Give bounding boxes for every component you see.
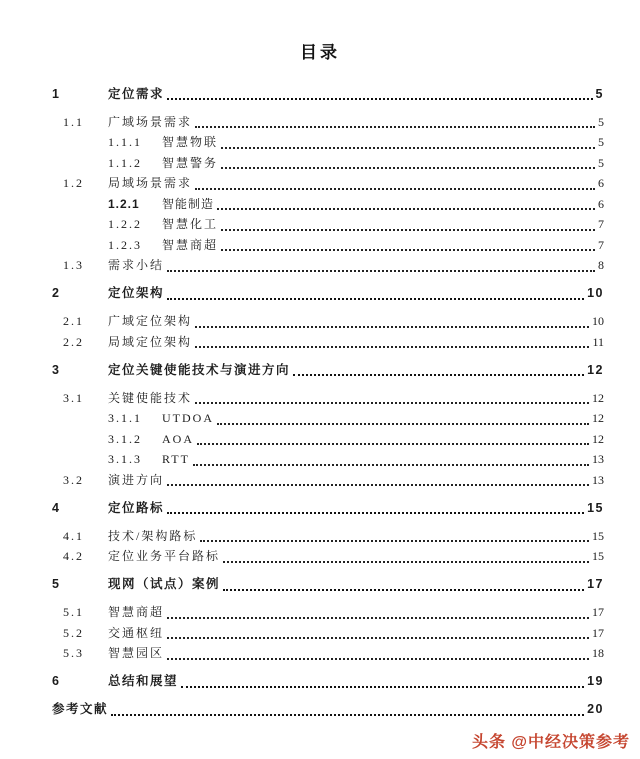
- toc-entry: [52, 283, 604, 304]
- toc-entry-number: 5: [52, 577, 61, 591]
- toc-entry-number: 3.2: [63, 472, 84, 487]
- toc-leader-dots: [195, 126, 595, 128]
- toc-entry: [52, 311, 604, 332]
- toc-entry-page: 11: [592, 334, 604, 349]
- toc-entry: [52, 546, 604, 567]
- toc-leader-dots: [197, 443, 589, 445]
- toc-entry-title: 关键使能技术: [108, 390, 193, 405]
- toc-entry: [52, 623, 604, 644]
- toc-entry-number: 1.2.3: [108, 237, 142, 252]
- toc-entry: [52, 429, 604, 450]
- toc-entry-page: 15: [587, 500, 604, 515]
- toc-leader-dots: [181, 686, 584, 688]
- toc-entry-page: 17: [587, 577, 604, 591]
- toc-entry-number: 1.3: [63, 258, 84, 272]
- toc-entry-page: 18: [592, 646, 604, 660]
- page-title: 目录: [300, 43, 340, 62]
- toc-entry-title: 智慧警务: [162, 155, 219, 170]
- toc-leader-dots: [195, 346, 589, 348]
- toc-entry-title: RTT: [162, 452, 190, 466]
- toc-entry: [52, 112, 604, 133]
- toc-leader-dots: [167, 298, 584, 300]
- toc-leader-dots: [167, 617, 589, 619]
- toc-entry: [52, 153, 604, 174]
- toc-leader-dots: [221, 249, 595, 251]
- toc-leader-dots: [193, 464, 589, 466]
- toc-entry: [52, 255, 604, 276]
- toc-entry-page: 7: [598, 217, 604, 231]
- toc-entry-page: 12: [592, 390, 604, 405]
- toc-entry-number: 1.2: [63, 176, 84, 190]
- toc-entry-number: 1.2.1: [108, 196, 140, 211]
- toc-leader-dots: [293, 374, 584, 376]
- toc-entry-title: 智能制造: [162, 196, 215, 211]
- toc-leader-dots: [167, 98, 593, 100]
- toc-leader-dots: [221, 167, 595, 169]
- toc-entry-number: 5.3: [63, 646, 84, 660]
- toc-entry-title: 参考文献: [52, 702, 109, 716]
- toc-leader-dots: [217, 423, 589, 425]
- toc-entry-page: 15: [592, 528, 604, 543]
- toc-entry: [52, 235, 604, 256]
- toc-entry-title: 定位业务平台路标: [108, 549, 221, 563]
- toc-entry-number: 3.1.2: [108, 431, 142, 446]
- toc-entry-number: 3.1.1: [108, 411, 142, 425]
- toc-entry-number: 2: [52, 286, 61, 300]
- toc-entry-title: 需求小结: [108, 258, 165, 272]
- toc-entry-page: 12: [587, 362, 604, 377]
- toc-entry-title: UTDOA: [162, 411, 214, 425]
- toc-entry-title: 演进方向: [108, 472, 165, 487]
- toc-leader-dots: [195, 402, 589, 404]
- toc-entry-title: 现网（试点）案例: [108, 577, 221, 591]
- toc-entry-title: 智慧园区: [108, 646, 165, 660]
- toc-entry-page: 17: [592, 605, 604, 619]
- toc-entry-title: 交通枢纽: [108, 625, 165, 640]
- toc-entry-title: 广域定位架构: [108, 314, 193, 328]
- toc-entry: [52, 388, 604, 409]
- toc-entry-number: 3.1: [63, 390, 84, 405]
- toc-entry: [52, 408, 604, 429]
- toc-entry-title: 智慧商超: [108, 605, 165, 619]
- toc-leader-dots: [167, 270, 595, 272]
- toc-leader-dots: [195, 326, 589, 328]
- toc-entry-title: 定位架构: [108, 286, 165, 300]
- toc-entry-number: 4.2: [63, 549, 84, 563]
- toc-entry: [52, 194, 604, 215]
- toc-entry-page: 6: [598, 176, 604, 190]
- toc-entry-title: 技术/架构路标: [108, 528, 198, 543]
- toc-entry-number: 3: [52, 362, 61, 377]
- toc-entry: [52, 173, 604, 194]
- toc-entry: [52, 643, 604, 664]
- toc-entry-page: 6: [598, 196, 604, 211]
- toc-entry: [52, 671, 604, 692]
- toc-entry-page: 12: [592, 431, 604, 446]
- toc-leader-dots: [167, 484, 589, 486]
- toc-entry-title: 广域场景需求: [108, 114, 193, 129]
- toc-entry-number: 5.1: [63, 605, 84, 619]
- toc-entry: [52, 602, 604, 623]
- toc-entry-page: 5: [595, 86, 604, 101]
- toc-entry-page: 20: [587, 702, 604, 716]
- toc-entry-number: 4: [52, 500, 61, 515]
- toc-leader-dots: [223, 561, 589, 563]
- toc-entry-page: 5: [598, 114, 604, 129]
- toc-entry-number: 2.2: [63, 334, 84, 349]
- toc-entry-number: 1.1.2: [108, 155, 142, 170]
- toc-entry-title: 定位关键使能技术与演进方向: [108, 362, 291, 377]
- toc-entry-page: 10: [587, 286, 604, 300]
- toc-entry-page: 17: [592, 625, 604, 640]
- toc-entry: [52, 449, 604, 470]
- toc-entry-title: 总结和展望: [108, 674, 179, 688]
- toc-entry-page: 5: [598, 135, 604, 149]
- toc-entry-page: 10: [592, 314, 604, 328]
- toc-entry: [52, 84, 604, 105]
- toc-leader-dots: [167, 512, 584, 514]
- toc-entry-number: 1.1.1: [108, 135, 142, 149]
- toc-entry-page: 13: [592, 452, 604, 466]
- toc-entry: [52, 214, 604, 235]
- toc-entry-page: 15: [592, 549, 604, 563]
- toc-leader-dots: [223, 589, 584, 591]
- toc-entry-number: 5.2: [63, 625, 84, 640]
- toc-entry-title: 定位需求: [108, 86, 165, 101]
- toc-entry-number: 1.2.2: [108, 217, 142, 231]
- toc-entry: [52, 498, 604, 519]
- toc-entry-title: AOA: [162, 431, 194, 446]
- toc-entry-page: 13: [592, 472, 604, 487]
- toc-leader-dots: [217, 208, 595, 210]
- toc-entry-number: 1.1: [63, 114, 84, 129]
- toc-entry-page: 5: [598, 155, 604, 170]
- toc-entry: [52, 699, 604, 720]
- toutiao-watermark-text: 头条 @中经决策参考: [471, 734, 630, 751]
- toc-leader-dots: [111, 714, 584, 716]
- toc-entry-number: 4.1: [63, 528, 84, 543]
- toc-entry: [52, 132, 604, 153]
- toc-entry-number: 2.1: [63, 314, 84, 328]
- toc-leader-dots: [195, 188, 595, 190]
- toc-entry-title: 局域定位架构: [108, 334, 193, 349]
- toc-entry-page: 19: [587, 674, 604, 688]
- toc-leader-dots: [221, 229, 595, 231]
- toc-leader-dots: [200, 540, 589, 542]
- toc-entry-title: 智慧商超: [162, 237, 219, 252]
- toc-entry-number: 6: [52, 674, 61, 688]
- toc-entry-title: 智慧物联: [162, 135, 219, 149]
- toc-list: [52, 76, 604, 727]
- toc-entry-page: 12: [592, 411, 604, 425]
- toc-entry-page: 7: [598, 237, 604, 252]
- toc-entry: [52, 470, 604, 491]
- toc-entry-page: 8: [598, 258, 604, 272]
- toc-entry: [52, 574, 604, 595]
- toc-entry-number: 1: [52, 86, 61, 101]
- toc-leader-dots: [167, 637, 589, 639]
- toc-leader-dots: [221, 147, 595, 149]
- toc-entry-title: 智慧化工: [162, 217, 219, 231]
- toc-entry: [52, 526, 604, 547]
- toc-entry-title: 定位路标: [108, 500, 165, 515]
- toc-entry-title: 局域场景需求: [108, 176, 193, 190]
- toc-entry: [52, 332, 604, 353]
- toc-leader-dots: [167, 658, 589, 660]
- toc-entry: [52, 360, 604, 381]
- toc-entry-number: 3.1.3: [108, 452, 142, 466]
